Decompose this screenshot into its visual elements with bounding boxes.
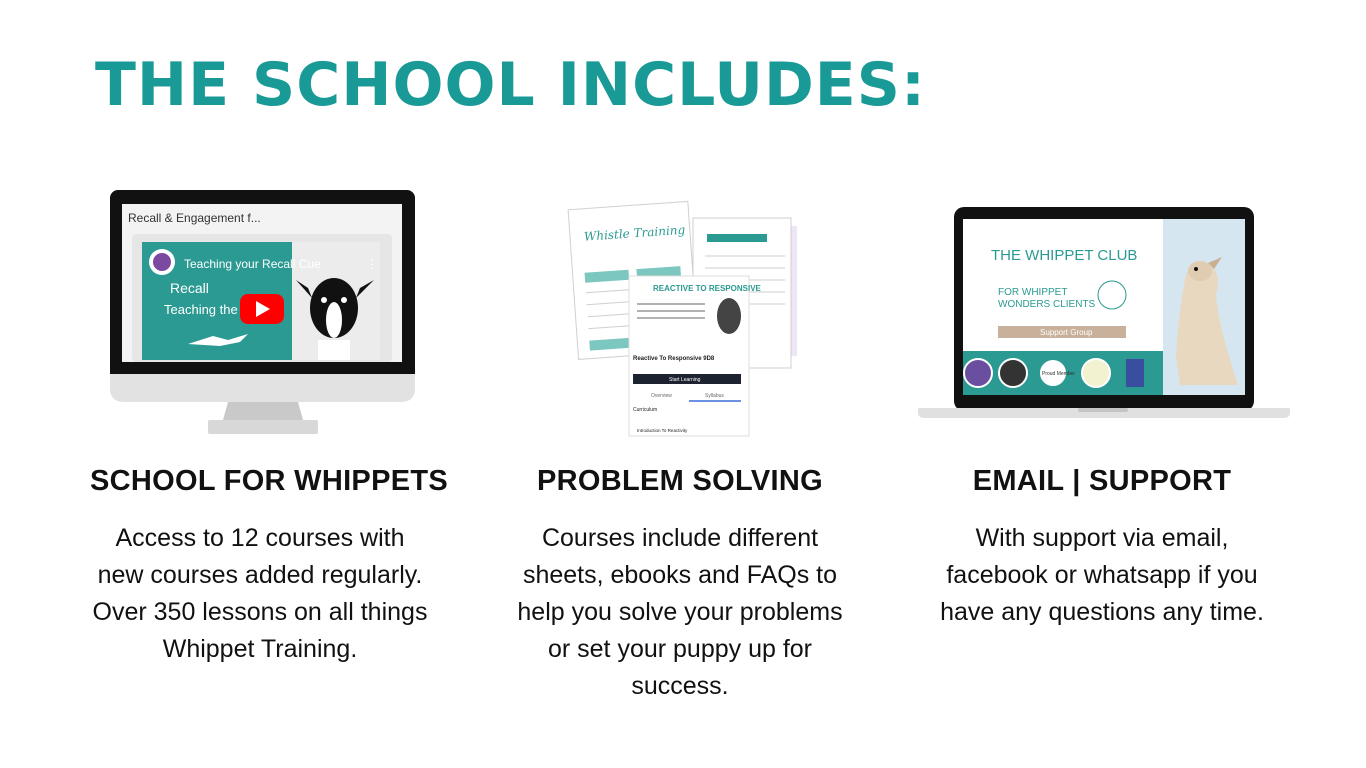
feature-description: With support via email, facebook or whatsapp if you have any questions any time. [940,524,1264,626]
school-screenshot [108,188,418,438]
feature-title: EMAIL | SUPPORT [972,465,1232,497]
youtube-play-icon[interactable] [240,294,284,324]
sheet-title: Whistle Training [583,222,686,244]
start-learning-button[interactable]: Start Learning [669,377,701,383]
feature-description: Access to 12 courses with new courses added regularly. Over 350 lessons on all things Whippet Training. [92,524,428,663]
support-group-button[interactable]: Support Group [1040,328,1093,337]
feature-title: PROBLEM SOLVING [537,465,823,497]
svg-text:FOR WHIPPET: FOR WHIPPET [998,287,1068,298]
member-badge: Proud Member [1042,371,1076,377]
feature-description: Courses include different sheets, ebooks and FAQs to help you solve your problems or set your puppy up for success. [517,524,843,700]
thumb-teaching: Teaching the [164,302,238,317]
window-title: Recall & Engagement f... [128,211,261,225]
video-title: Teaching your Recall Cue [184,257,321,271]
svg-text:⋮: ⋮ [366,257,378,271]
svg-text:WONDERS CLIENTS: WONDERS CLIENTS [998,299,1096,310]
curriculum-label: Curriculum [633,407,658,413]
support-screenshot [918,205,1292,420]
tab-overview: Overview [651,393,672,399]
page-title: THE SCHOOL INCLUDES: [95,50,926,120]
card-title: REACTIVE TO RESPONSIVE [653,284,761,293]
club-title: THE WHIPPET CLUB [991,247,1138,264]
feature-email-support [932,465,1272,631]
feature-school [90,465,449,668]
feature-title: SCHOOL FOR WHIPPETS [90,465,449,497]
tab-syllabus: Syllabus [705,393,724,399]
course-name: Reactive To Responsive 9D8 [633,356,715,362]
feature-problem-solving [510,465,850,705]
lesson-label: Introduction To Reactivity [637,428,688,433]
thumb-recall: Recall [170,280,209,296]
problem-solving-collage [565,198,815,438]
